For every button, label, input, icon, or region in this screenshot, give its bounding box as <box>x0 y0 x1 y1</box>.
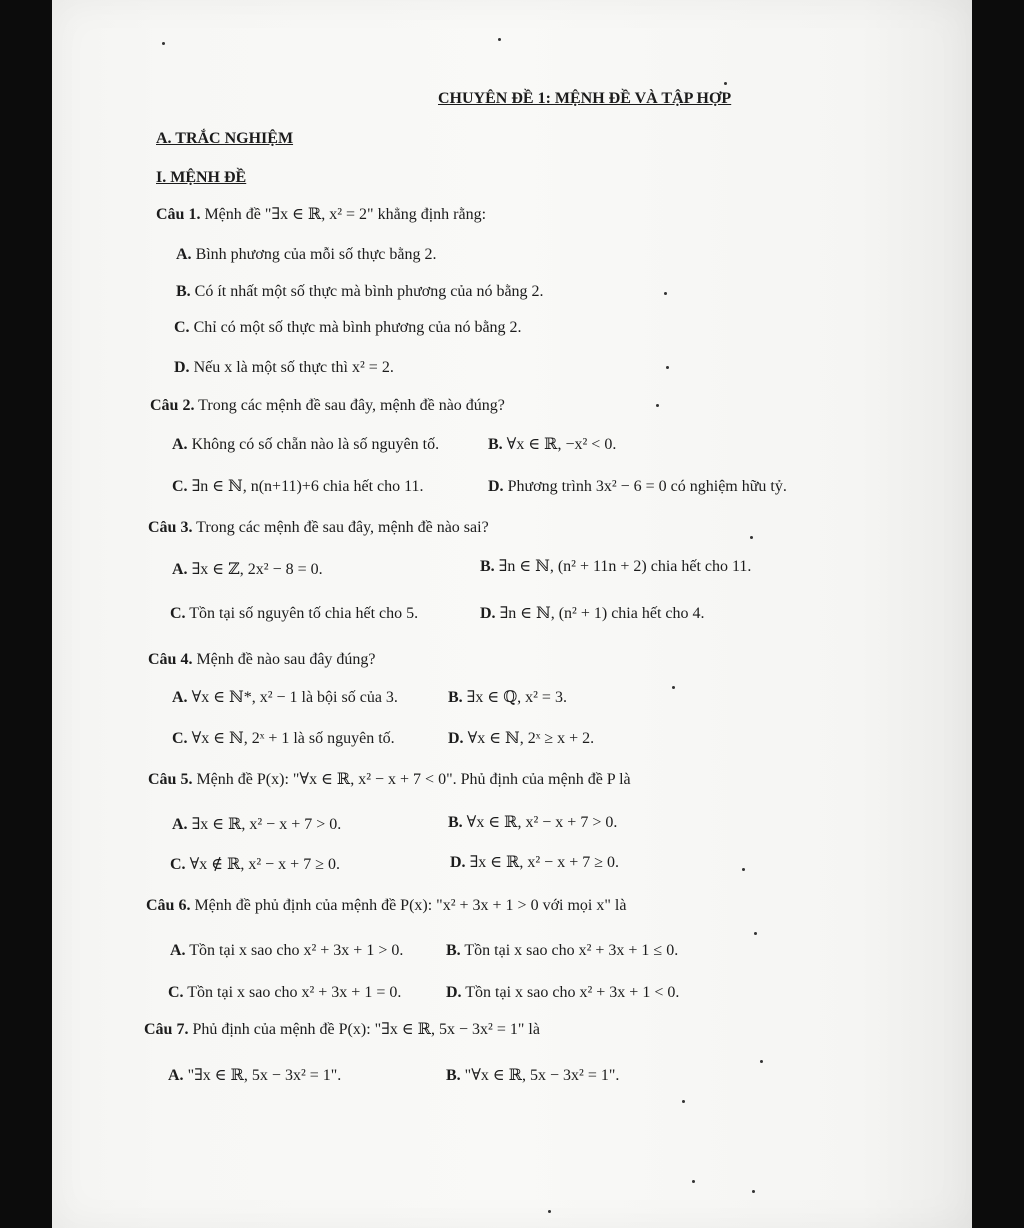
question-5-label: Câu 5. <box>148 771 193 788</box>
option-text: Tồn tại x sao cho x² + 3x + 1 < 0. <box>465 984 680 1001</box>
option-text: ∃x ∈ ℤ, 2x² − 8 = 0. <box>191 561 323 578</box>
q6-option-a <box>170 941 403 961</box>
q7-option-a <box>168 1066 341 1086</box>
option-text: ∀x ∈ ℝ, x² − x + 7 > 0. <box>466 814 618 831</box>
question-7-label: Câu 7. <box>144 1021 189 1038</box>
option-text: ∀x ∉ ℝ, x² − x + 7 ≥ 0. <box>189 856 340 873</box>
q1-option-c <box>174 318 522 338</box>
q6-option-b <box>446 941 678 961</box>
option-label: C. <box>172 478 188 495</box>
option-text: ∀x ∈ ℝ, −x² < 0. <box>506 436 617 453</box>
option-label: A. <box>176 246 192 263</box>
option-text: Tồn tại x sao cho x² + 3x + 1 > 0. <box>189 942 404 959</box>
q3-option-d <box>480 604 704 624</box>
question-1-label: Câu 1. <box>156 206 201 223</box>
paper-speck <box>760 1060 763 1063</box>
question-2-label: Câu 2. <box>150 397 195 414</box>
option-label: C. <box>172 730 188 747</box>
option-text: ∀x ∈ ℕ*, x² − 1 là bội số của 3. <box>191 689 398 706</box>
option-label: D. <box>488 478 504 495</box>
paper-speck <box>672 686 675 689</box>
option-text: ∃x ∈ ℝ, x² − x + 7 ≥ 0. <box>469 854 620 871</box>
q1-option-d <box>174 358 394 378</box>
option-label: C. <box>170 605 186 622</box>
section-a-heading: A. TRẮC NGHIỆM <box>156 130 294 147</box>
option-label: A. <box>172 689 188 706</box>
option-label: B. <box>446 1067 461 1084</box>
question-3-label: Câu 3. <box>148 519 193 536</box>
q4-option-d <box>448 729 594 749</box>
option-label: A. <box>170 942 186 959</box>
paper-speck <box>498 38 501 41</box>
option-label: A. <box>172 561 188 578</box>
option-text: Phương trình 3x² − 6 = 0 có nghiệm hữu tỷ. <box>507 478 787 495</box>
option-text: Có ít nhất một số thực mà bình phương của nó bằng 2. <box>194 283 544 300</box>
question-6-label: Câu 6. <box>146 897 191 914</box>
option-text: ∃n ∈ ℕ, n(n+11)+6 chia hết cho 11. <box>191 478 424 495</box>
paper-speck <box>682 1100 685 1103</box>
question-4 <box>148 650 376 670</box>
option-text: Không có số chẵn nào là số nguyên tố. <box>191 436 440 453</box>
option-text: ∃n ∈ ℕ, (n² + 11n + 2) chia hết cho 11. <box>498 558 752 575</box>
question-3 <box>148 518 489 538</box>
option-text: ∃n ∈ ℕ, (n² + 1) chia hết cho 4. <box>499 605 705 622</box>
option-label: B. <box>448 689 463 706</box>
q6-option-c <box>168 983 401 1003</box>
option-text: ∀x ∈ ℕ, 2ˣ ≥ x + 2. <box>467 730 595 747</box>
paper-speck <box>656 404 659 407</box>
q5-option-c <box>170 855 340 875</box>
option-label: D. <box>448 730 464 747</box>
option-label: B. <box>488 436 503 453</box>
option-label: D. <box>174 359 190 376</box>
paper-speck <box>548 1210 551 1213</box>
paper-speck <box>752 1190 755 1193</box>
paper-speck <box>754 932 757 935</box>
q2-option-d <box>488 477 787 497</box>
q4-option-a <box>172 688 398 708</box>
option-label: C. <box>170 856 186 873</box>
question-5 <box>148 770 631 790</box>
option-label: B. <box>446 942 461 959</box>
option-text: Tồn tại x sao cho x² + 3x + 1 ≤ 0. <box>464 942 679 959</box>
q4-option-c <box>172 729 395 749</box>
option-text: ∃x ∈ ℚ, x² = 3. <box>466 689 567 706</box>
question-6 <box>146 896 626 916</box>
q2-option-a <box>172 435 439 455</box>
option-label: B. <box>176 283 191 300</box>
option-label: D. <box>480 605 496 622</box>
page-title: CHUYÊN ĐỀ 1: MỆNH ĐỀ VÀ TẬP HỢP <box>438 90 732 107</box>
q6-option-d <box>446 983 679 1003</box>
paper-speck <box>724 82 727 85</box>
q1-option-a <box>176 245 436 265</box>
option-text: Bình phương của mỗi số thực bằng 2. <box>195 246 437 263</box>
q7-option-b <box>446 1066 619 1086</box>
option-label: C. <box>168 984 184 1001</box>
option-text: Tồn tại số nguyên tố chia hết cho 5. <box>189 605 419 622</box>
q3-option-a <box>172 560 323 580</box>
question-5-text: Mệnh đề P(x): "∀x ∈ ℝ, x² − x + 7 < 0". Phủ định của mệnh đề P là <box>196 771 631 788</box>
q3-option-c <box>170 604 418 624</box>
option-text: Chỉ có một số thực mà bình phương của nó bằng 2. <box>193 319 522 336</box>
section-i-heading: I. MỆNH ĐỀ <box>156 169 247 186</box>
q5-option-b <box>448 813 617 833</box>
option-text: "∃x ∈ ℝ, 5x − 3x² = 1". <box>187 1067 342 1084</box>
q2-option-c <box>172 477 424 497</box>
question-1-text: Mệnh đề "∃x ∈ ℝ, x² = 2" khẳng định rằng: <box>204 206 487 223</box>
q1-option-b <box>176 282 544 302</box>
option-label: D. <box>450 854 466 871</box>
paper-speck <box>750 536 753 539</box>
question-4-text: Mệnh đề nào sau đây đúng? <box>196 651 376 668</box>
option-text: ∃x ∈ ℝ, x² − x + 7 > 0. <box>191 816 342 833</box>
question-2-text: Trong các mệnh đề sau đây, mệnh đề nào đúng? <box>198 397 505 414</box>
question-6-text: Mệnh đề phủ định của mệnh đề P(x): "x² + 3x + 1 > 0 với mọi x" là <box>194 897 627 914</box>
option-text: Nếu x là một số thực thì x² = 2. <box>193 359 394 376</box>
question-3-text: Trong các mệnh đề sau đây, mệnh đề nào sai? <box>196 519 489 536</box>
option-text: ∀x ∈ ℕ, 2ˣ + 1 là số nguyên tố. <box>191 730 395 747</box>
paper-sheet <box>52 0 972 1228</box>
paper-speck <box>666 366 669 369</box>
q4-option-b <box>448 688 567 708</box>
question-4-label: Câu 4. <box>148 651 193 668</box>
q2-option-b <box>488 435 616 455</box>
q5-option-a <box>172 815 341 835</box>
option-text: "∀x ∈ ℝ, 5x − 3x² = 1". <box>464 1067 620 1084</box>
option-label: A. <box>172 816 188 833</box>
question-7 <box>144 1020 540 1040</box>
option-label: C. <box>174 319 190 336</box>
paper-speck <box>742 868 745 871</box>
option-label: A. <box>168 1067 184 1084</box>
paper-speck <box>692 1180 695 1183</box>
option-label: B. <box>448 814 463 831</box>
q3-option-b <box>480 557 751 577</box>
paper-speck <box>664 292 667 295</box>
option-label: D. <box>446 984 462 1001</box>
question-2 <box>150 396 505 416</box>
paper-speck <box>162 42 165 45</box>
q5-option-d <box>450 853 619 873</box>
option-text: Tồn tại x sao cho x² + 3x + 1 = 0. <box>187 984 402 1001</box>
option-label: B. <box>480 558 495 575</box>
question-7-text: Phủ định của mệnh đề P(x): "∃x ∈ ℝ, 5x − 3x² = 1" là <box>192 1021 540 1038</box>
option-label: A. <box>172 436 188 453</box>
question-1 <box>156 205 486 225</box>
